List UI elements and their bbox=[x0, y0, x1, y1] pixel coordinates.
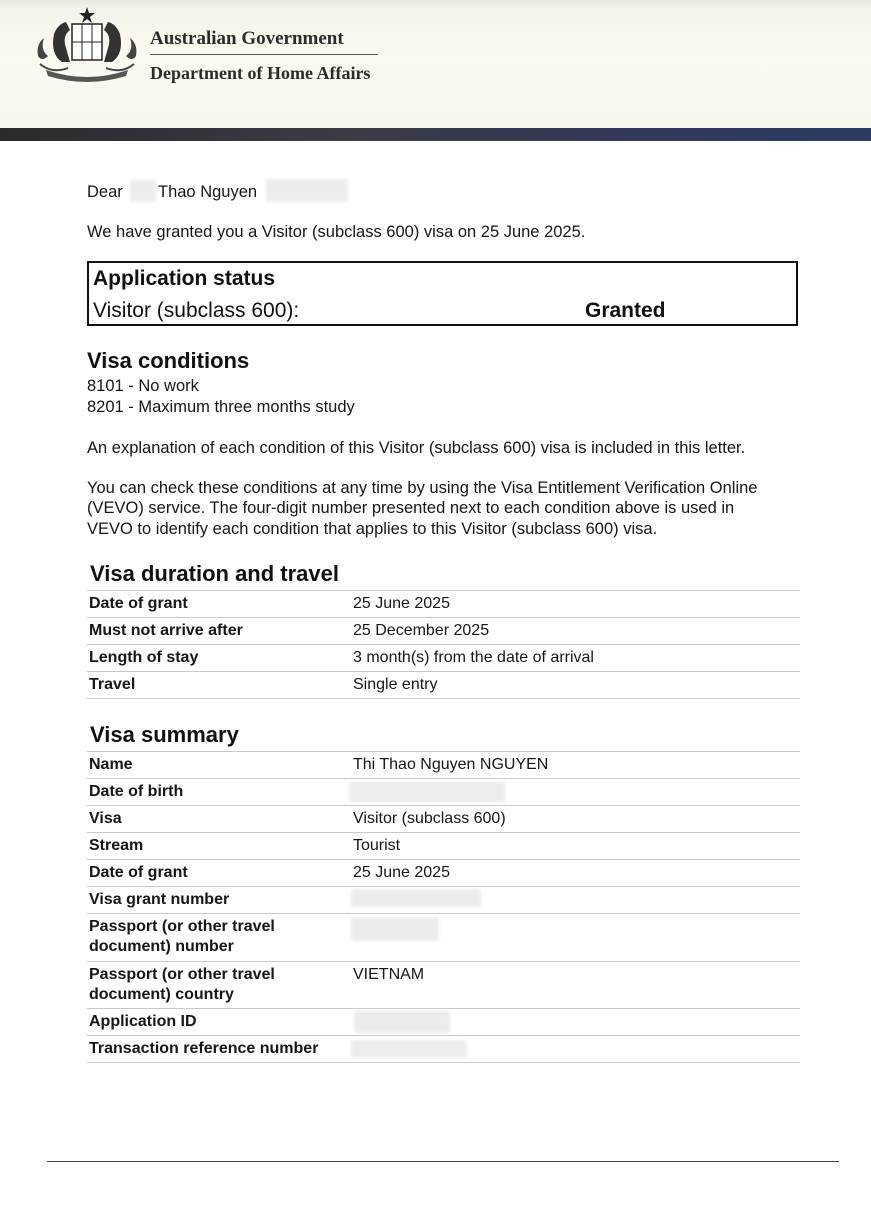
table-row bbox=[87, 645, 800, 672]
row-key: Visa grant number bbox=[89, 891, 230, 908]
vevo-text-line: You can check these conditions at any time by using the Visa Entitlement Verification Online bbox=[87, 479, 758, 497]
intro-text: We have granted you a Visitor (subclass 600) visa on 25 June 2025. bbox=[87, 223, 586, 241]
table-row bbox=[87, 618, 800, 645]
row-key: Application ID bbox=[89, 1013, 197, 1030]
row-key: Passport (or other travel document) number bbox=[89, 918, 275, 955]
government-name: Australian Government bbox=[150, 28, 344, 49]
redacted-surname bbox=[266, 179, 348, 202]
row-key: Visa bbox=[89, 810, 122, 827]
row-key: Length of stay bbox=[89, 649, 199, 666]
redacted-application-id bbox=[354, 1011, 450, 1033]
redacted-transaction-reference bbox=[351, 1040, 467, 1058]
visa-summary-table bbox=[87, 751, 800, 1063]
vevo-text-line: VEVO to identify each condition that applies to this Visitor (subclass 600) visa. bbox=[87, 520, 658, 538]
row-key: Travel bbox=[89, 676, 136, 693]
row-key: Passport (or other travel document) country bbox=[89, 966, 275, 1003]
application-status-box bbox=[87, 261, 798, 326]
table-row bbox=[87, 887, 800, 914]
greeting-dear: Dear bbox=[87, 183, 123, 201]
department-name: Department of Home Affairs bbox=[150, 63, 371, 83]
redacted-date-of-birth bbox=[349, 782, 505, 802]
visa-conditions-heading: Visa conditions bbox=[87, 348, 250, 373]
row-key: Date of grant bbox=[89, 864, 188, 881]
table-row bbox=[87, 752, 800, 779]
redacted-passport-number bbox=[351, 917, 439, 941]
row-value: Visitor (subclass 600) bbox=[353, 810, 506, 827]
condition-item: 8201 - Maximum three months study bbox=[87, 398, 355, 416]
table-row bbox=[87, 1009, 800, 1036]
row-value: Single entry bbox=[353, 676, 438, 693]
row-key: Name bbox=[89, 756, 133, 773]
condition-item: 8101 - No work bbox=[87, 377, 199, 395]
application-status-value: Granted bbox=[585, 299, 666, 322]
header-divider bbox=[150, 54, 378, 55]
redacted-visa-grant-number bbox=[351, 889, 481, 907]
row-value: Thi Thao Nguyen NGUYEN bbox=[353, 756, 549, 773]
row-key: Must not arrive after bbox=[89, 622, 243, 639]
footer-divider bbox=[47, 1161, 839, 1162]
letterhead bbox=[0, 0, 871, 128]
redacted-title bbox=[130, 180, 156, 202]
table-row bbox=[87, 833, 800, 860]
visa-duration-table bbox=[87, 590, 800, 699]
row-value: 25 June 2025 bbox=[353, 864, 450, 881]
row-key: Stream bbox=[89, 837, 144, 854]
table-row bbox=[87, 672, 800, 699]
table-row bbox=[87, 860, 800, 887]
visa-summary-heading: Visa summary bbox=[90, 722, 239, 747]
table-row bbox=[87, 914, 800, 962]
application-status-title: Application status bbox=[93, 267, 276, 290]
row-key: Transaction reference number bbox=[89, 1040, 319, 1057]
application-status-label: Visitor (subclass 600): bbox=[93, 299, 300, 322]
table-row bbox=[87, 962, 800, 1009]
row-value: Tourist bbox=[353, 837, 401, 854]
row-value: VIETNAM bbox=[353, 966, 425, 983]
row-key: Date of grant bbox=[89, 595, 188, 612]
conditions-explanation: An explanation of each condition of this Visitor (subclass 600) visa is included in this letter. bbox=[87, 439, 746, 457]
table-row bbox=[87, 806, 800, 833]
row-value: 3 month(s) from the date of arrival bbox=[353, 649, 594, 666]
row-key: Date of birth bbox=[89, 783, 184, 800]
vevo-text-line: (VEVO) service. The four-digit number presented next to each condition above is used in bbox=[87, 499, 735, 517]
row-value: 25 June 2025 bbox=[353, 595, 450, 612]
visa-duration-heading: Visa duration and travel bbox=[90, 561, 340, 586]
greeting-name: Thao Nguyen bbox=[158, 183, 258, 201]
table-row bbox=[87, 1036, 800, 1063]
row-value: 25 December 2025 bbox=[353, 622, 490, 639]
coat-of-arms-icon bbox=[32, 4, 142, 84]
header-band bbox=[0, 128, 871, 141]
table-row bbox=[87, 779, 800, 806]
table-row bbox=[87, 591, 800, 618]
